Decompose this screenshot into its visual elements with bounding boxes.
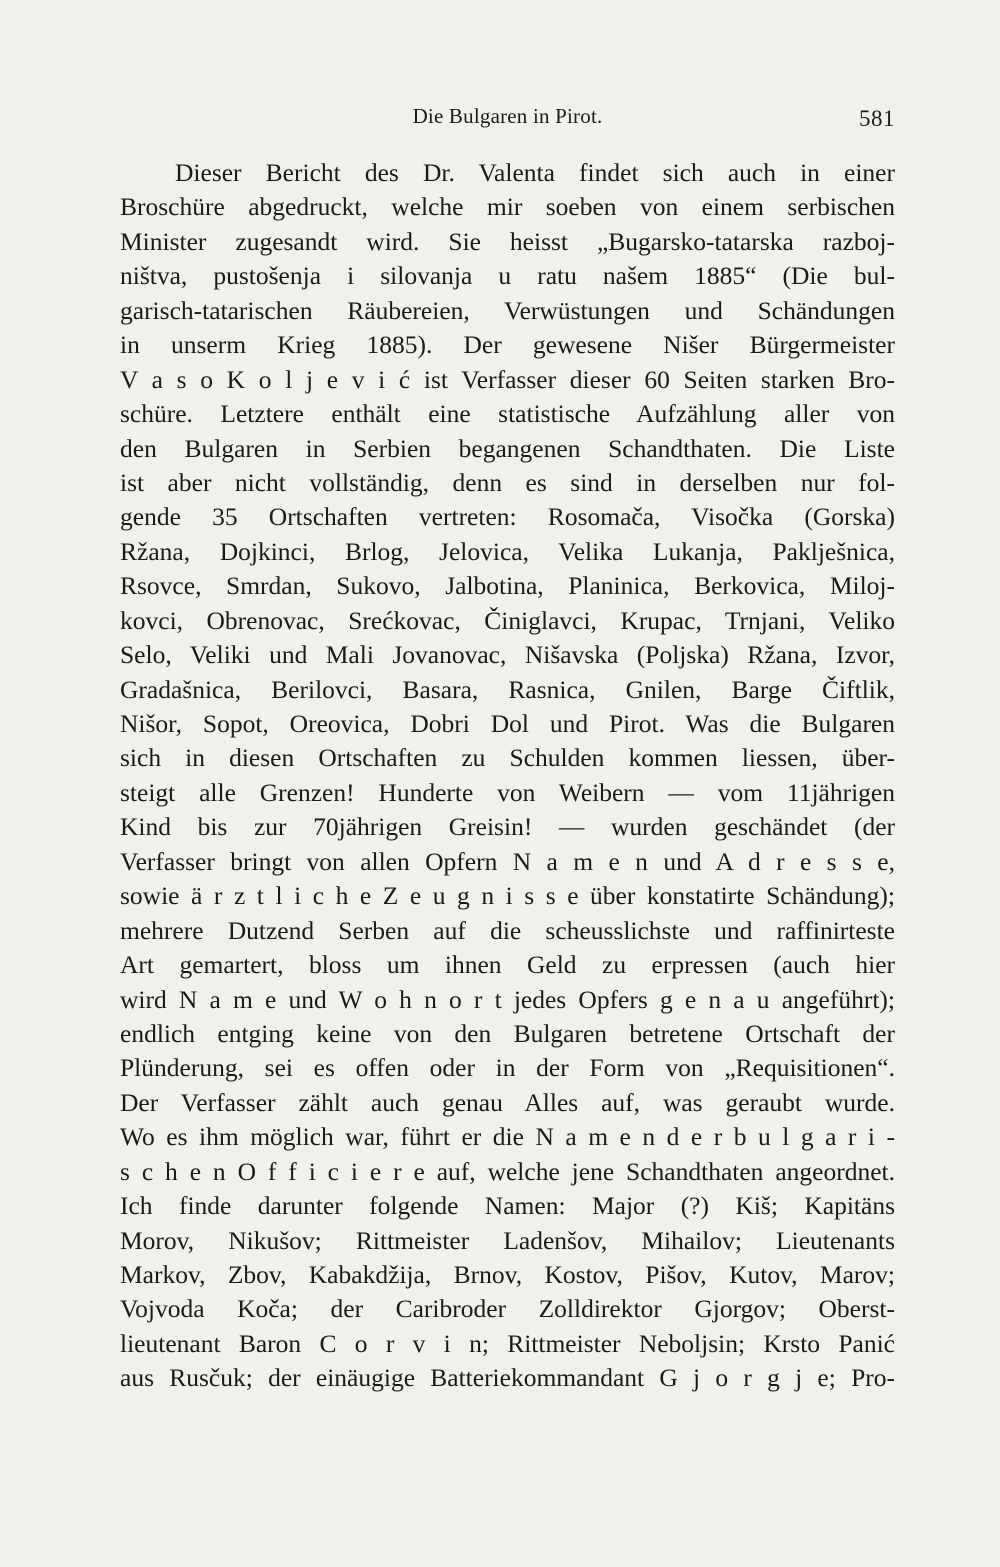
text-line: Verfasser bringt von allen Opfern N a m e n und A d r e s s e, (120, 846, 895, 876)
text-line: wird N a m e und W o h n o r t jedes Opfers g e n a u angeführt); (120, 984, 895, 1014)
text-line: Art gemartert, bloss um ihnen Geld zu erpressen (auch hier (120, 950, 895, 980)
body-text (120, 156, 895, 1396)
text-line: Der Verfasser zählt auch genau Alles auf, was geraubt wurde. (120, 1087, 895, 1117)
text-line: Rsovce, Smrdan, Sukovo, Jalbotina, Planinica, Berkovica, Miloj- (120, 571, 895, 601)
text-line: Vojvoda Koča; der Caribroder Zolldirektor Gjorgov; Oberst- (120, 1294, 895, 1324)
text-line: Nišor, Sopot, Oreovica, Dobri Dol und Pirot. Was die Bulgaren (120, 709, 895, 738)
text-line: Plünderung, sei es offen oder in der Form von „Requisitionen“. (120, 1053, 895, 1083)
text-line: Wo es ihm möglich war, führt er die N a m e n d e r b u l g a r i - (120, 1122, 895, 1152)
text-line: Minister zugesandt wird. Sie heisst „Bugarsko-tatarska razboj- (120, 226, 895, 256)
text-line: sowie ä r z t l i c h e Z e u g n i s s e über konstatirte Schändung); (120, 881, 895, 911)
running-title: Die Bulgaren in Pirot. (412, 104, 603, 128)
text-line: Ržana, Dojkinci, Brlog, Jelovica, Velika Lukanja, Paklješnica, (120, 536, 895, 566)
text-line: Dieser Bericht des Dr. Valenta findet sich auch in einer (175, 158, 895, 187)
text-line: lieutenant Baron C o r v i n; Rittmeister Neboljsin; Krsto Panić (120, 1328, 895, 1358)
text-line: gende 35 Ortschaften vertreten: Rosomača, Visočka (Gorska) (120, 502, 895, 532)
running-head (120, 100, 895, 136)
text-line: schüre. Letztere enthält eine statistische Aufzählung aller von (120, 399, 895, 429)
text-line: ist aber nicht vollständig, denn es sind in derselben nur fol- (120, 467, 895, 497)
text-line: kovci, Obrenovac, Srećkovac, Činiglavci, Krupac, Trnjani, Veliko (120, 605, 895, 635)
text-line: Selo, Veliki und Mali Jovanovac, Nišavska (Poljska) Ržana, Izvor, (120, 640, 895, 670)
text-line: steigt alle Grenzen! Hunderte von Weibern — vom 11jährigen (120, 777, 895, 807)
text-line: s c h e n O f f i c i e r e auf, welche jene Schandthaten angeordnet. (120, 1156, 895, 1186)
text-line: Kind bis zur 70jährigen Greisin! — wurden geschändet (der (120, 812, 895, 842)
text-line: V a s o K o l j e v i ć ist Verfasser dieser 60 Seiten starken Bro- (120, 364, 895, 394)
text-line: ništva, pustošenja i silovanja u ratu našem 1885“ (Die bul- (120, 261, 895, 291)
text-line: sich in diesen Ortschaften zu Schulden kommen liessen, über- (120, 743, 895, 773)
text-line: in unserm Krieg 1885). Der gewesene Nišer Bürgermeister (120, 330, 895, 360)
text-line: endlich entging keine von den Bulgaren betretene Ortschaft der (120, 1018, 895, 1048)
page-number: 581 (859, 106, 895, 131)
text-line: Broschüre abgedruckt, welche mir soeben von einem serbischen (120, 192, 895, 222)
text-line: Markov, Zbov, Kabakdžija, Brnov, Kostov, Pišov, Kutov, Marov; (120, 1260, 895, 1289)
text-line: garisch-tatarischen Räubereien, Verwüstungen und Schändungen (120, 295, 895, 325)
text-line: aus Rusčuk; der einäugige Batteriekommandant G j o r g j e; Pro- (120, 1363, 895, 1393)
text-line: Ich finde darunter folgende Namen: Major (?) Kiš; Kapitäns (120, 1191, 895, 1221)
text-line: den Bulgaren in Serbien begangenen Schandthaten. Die Liste (120, 433, 895, 463)
text-line: Gradašnica, Berilovci, Basara, Rasnica, Gnilen, Barge Čiftlik, (120, 674, 895, 704)
text-line: mehrere Dutzend Serben auf die scheusslichste und raffinirteste (120, 915, 895, 945)
text-line: Morov, Nikušov; Rittmeister Ladenšov, Mihailov; Lieutenants (120, 1225, 895, 1255)
